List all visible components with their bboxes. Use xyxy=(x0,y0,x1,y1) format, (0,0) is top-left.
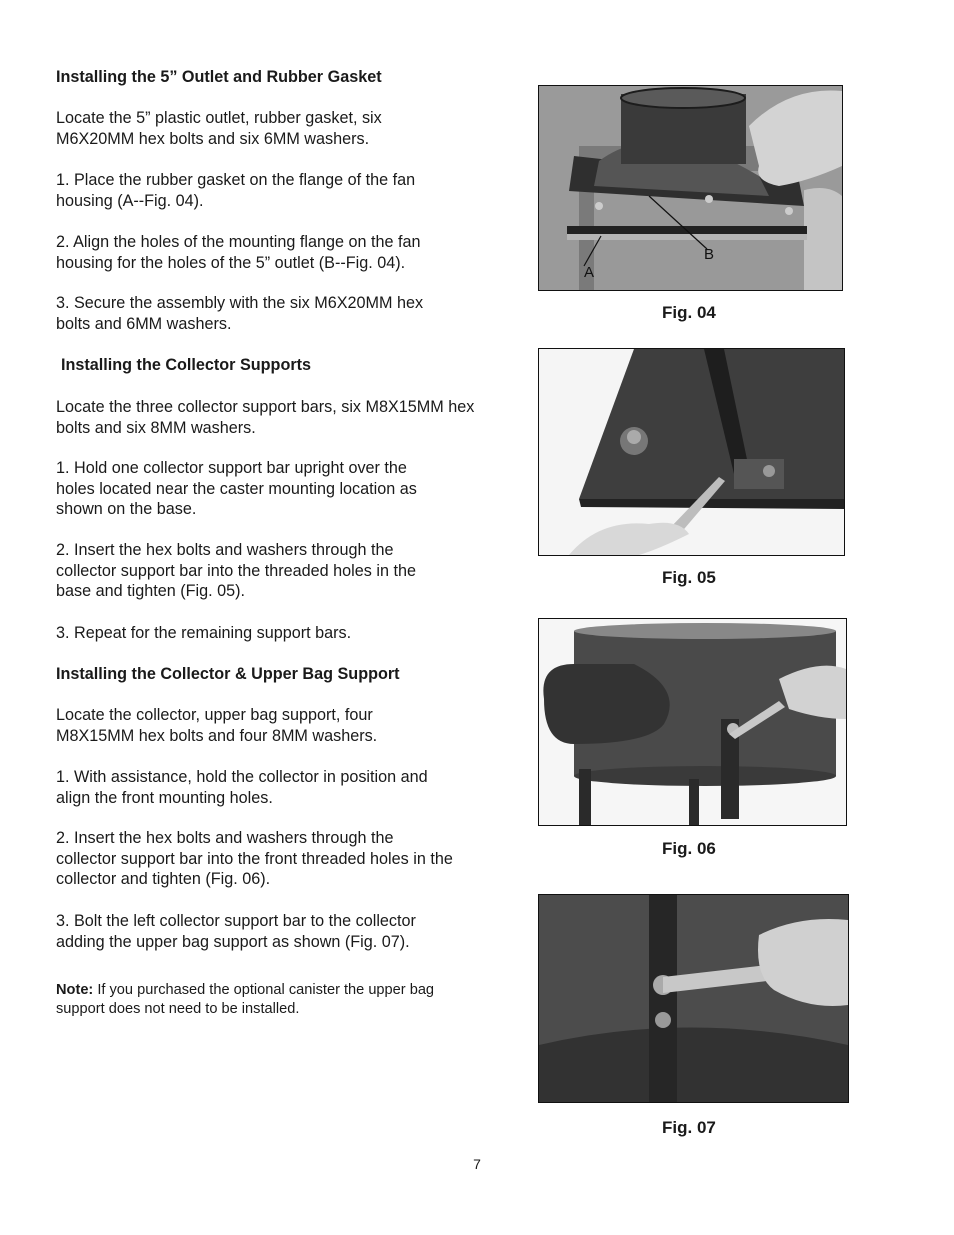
paragraph: 2. Insert the hex bolts and washers through the collector support bar into the threaded holes in the base and tighten (Fig. 05). xyxy=(56,541,416,601)
paragraph: 3. Bolt the left collector support bar to the collector adding the upper bag support as shown (Fig. 07). xyxy=(56,912,416,951)
callout-label-a: A xyxy=(584,264,595,281)
figure-caption: Fig. 07 xyxy=(662,1118,716,1137)
figure-05-photo xyxy=(538,348,845,556)
note xyxy=(56,981,466,1019)
figure-07-photo xyxy=(538,894,849,1103)
callout-label-b: B xyxy=(704,246,715,263)
page-number: 7 xyxy=(473,1156,481,1172)
paragraph: 3. Repeat for the remaining support bars. xyxy=(56,624,352,642)
paragraph: 2. Insert the hex bolts and washers through the collector support bar into the front threaded holes in the collector and tighten (Fig. 06). xyxy=(56,829,453,889)
figure-caption: Fig. 04 xyxy=(662,303,716,322)
figure-06-photo xyxy=(538,618,847,826)
paragraph: 1. With assistance, hold the collector in position and align the front mounting holes. xyxy=(56,768,428,807)
paragraph: Locate the 5” plastic outlet, rubber gasket, six M6X20MM hex bolts and six 6MM washers. xyxy=(56,109,382,148)
section-heading-outlet: Installing the 5” Outlet and Rubber Gasket xyxy=(56,68,382,86)
paragraph: 1. Hold one collector support bar upright over the holes located near the caster mounting location as shown on the base. xyxy=(56,459,417,519)
section-heading-collector: Installing the Collector & Upper Bag Support xyxy=(56,665,400,683)
note-text: If you purchased the optional canister the upper bag support does not need to be installed. xyxy=(56,982,435,1017)
section-heading-supports: Installing the Collector Supports xyxy=(61,356,312,374)
paragraph: 3. Secure the assembly with the six M6X20MM hex bolts and 6MM washers. xyxy=(56,294,424,333)
paragraph: Locate the three collector support bars, six M8X15MM hex bolts and six 8MM washers. xyxy=(56,398,475,437)
paragraph: 1. Place the rubber gasket on the flange of the fan housing (A--Fig. 04). xyxy=(56,171,416,210)
figure-04-photo xyxy=(538,85,843,291)
figure-caption: Fig. 05 xyxy=(662,568,716,587)
paragraph: 2. Align the holes of the mounting flange on the fan housing for the holes of the 5” outlet (B--Fig. 04). xyxy=(56,233,421,272)
paragraph: Locate the collector, upper bag support, four M8X15MM hex bolts and four 8MM washers. xyxy=(56,706,378,745)
figure-caption: Fig. 06 xyxy=(662,839,716,858)
note-label: Note: xyxy=(56,982,94,998)
